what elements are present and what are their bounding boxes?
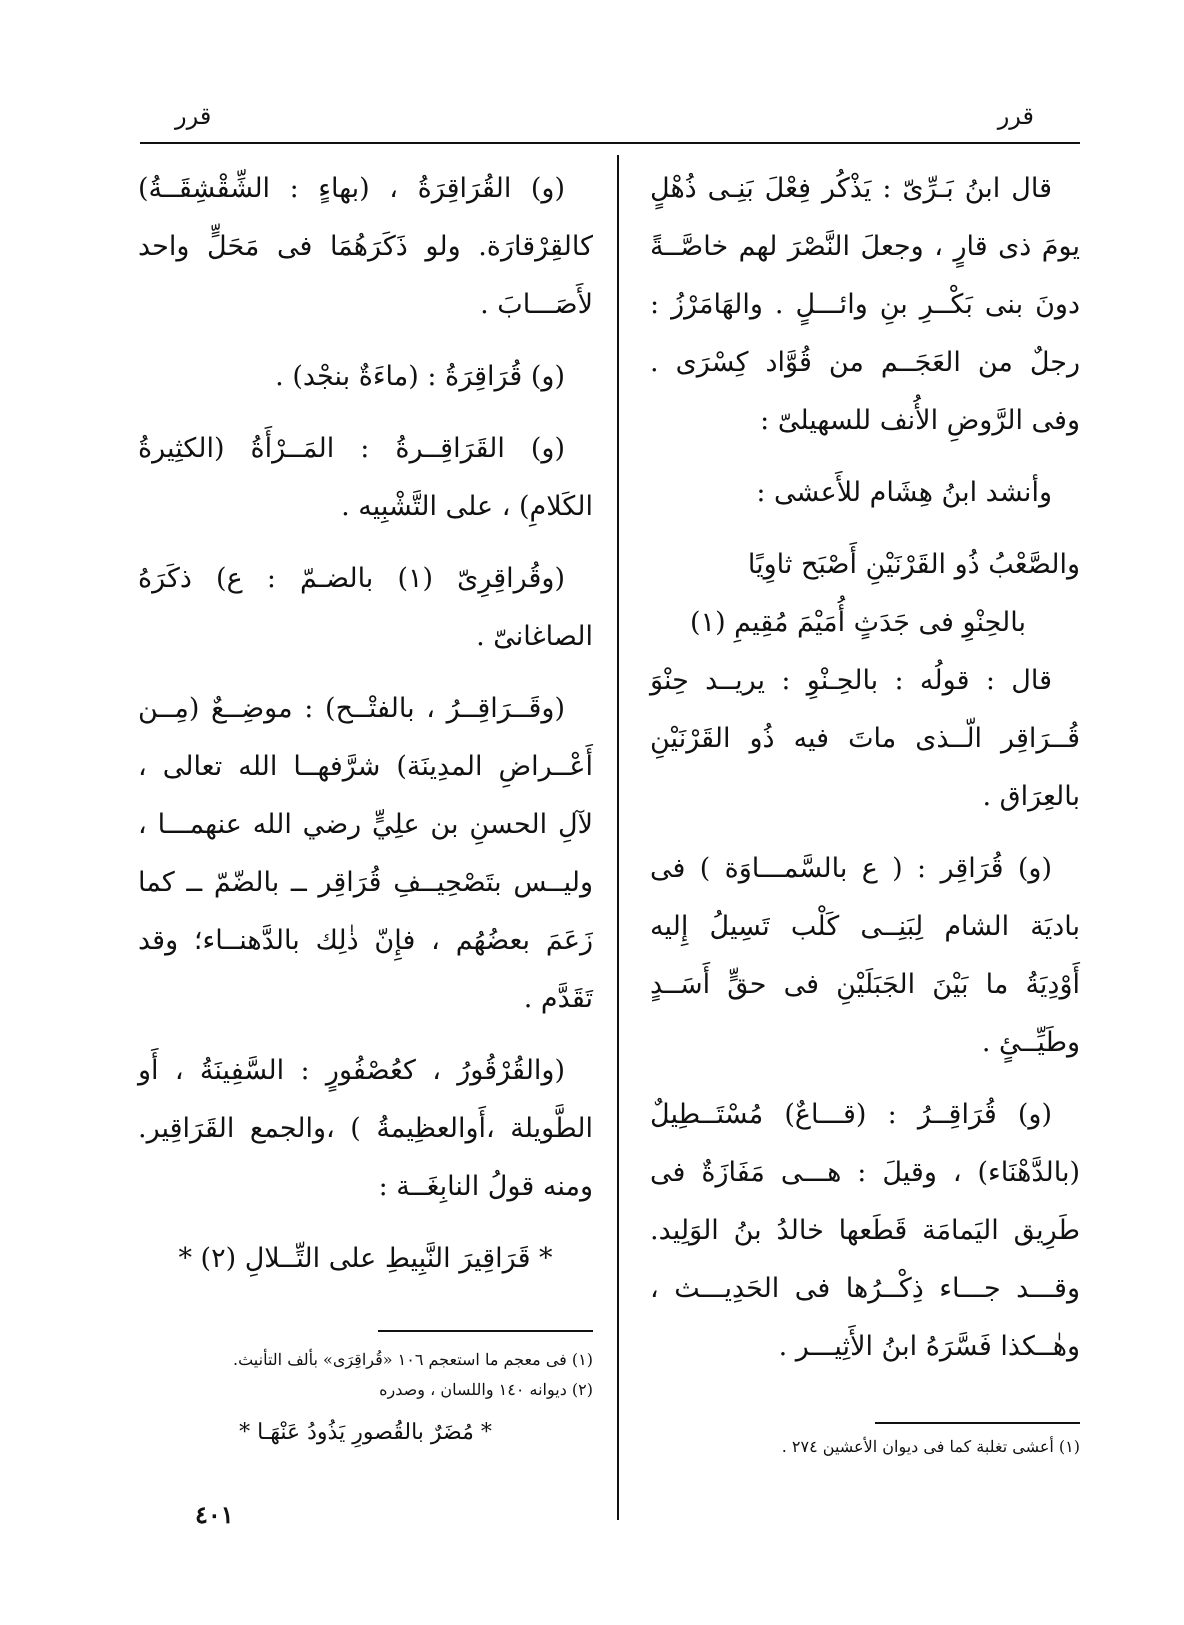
- right-paragraph-4: (و) قُرَاقِر : ( ع بالسَّمـــاوَة ) فى باديَة الشام لِبَنِــى كَلْب تَسِيلُ إِليه أَوْدِيَةُ ما بَيْنَ الجَبَلَيْنِ فى حقٍّ أَسَــدٍ وطَيِّــئٍ .: [650, 853, 1080, 1058]
- footnotes-right: [650, 1432, 1080, 1462]
- right-paragraph-3: قال : قولُه : بالحِـنْوِ : يريــد حِنْوَ قُــرَاقِر الّــذى ماتَ فيه ذُو القَرْنَيْنِ بالعِرَاق .: [650, 665, 1080, 812]
- right-column: [650, 160, 1080, 1390]
- left-verse: * قَرَاقِيرَ النَّبِيطِ على التِّــلالِ (٢) *: [178, 1243, 553, 1274]
- header-rule: [140, 142, 1080, 144]
- footnote-left-2: (٢) ديوانه ١٤٠ واللسان ، وصدره: [379, 1380, 593, 1399]
- right-paragraph-5: (و) قُرَاقِــرُ : (قـــاعٌ) مُسْتَــطِيلٌ (بالدَّهْنَاء) ، وقيلَ : هـــى مَفَازَةٌ فى طَرِيق اليَمامَة قَطَعها خالدُ بنُ الوَلِيد. وقـــد جـــاء ذِكْــرُها فى الحَدِيـــث ، وهٰــكذا فَسَّرَهُ ابنُ الأَثِيـــر .: [650, 1099, 1080, 1362]
- footnote-rule-left: [378, 1330, 593, 1332]
- running-head-left: قرر: [175, 102, 212, 130]
- running-head-right: قرر: [997, 102, 1034, 130]
- verse-line-1: والصَّعْبُ ذُو القَرْنَيْنِ أَصْبَح ثاوِيًا: [747, 549, 1080, 580]
- right-paragraph-1: قال ابنُ بَـرِّىّ : يَذْكُر فِعْلَ بَنِـى ذُهْلٍ يومَ ذى قارٍ ، وجعلَ النَّصْرَ لهم خاصَّــةً دونَ بنى بَكْــرِ بنِ وائـــلٍ . والهَامَرْزُ : رجلٌ من العَجَــم من قُوَّاد كِسْرَى . وفى الرَّوضِ الأُنف للسهيلىّ :: [650, 173, 1080, 436]
- right-paragraph-2: وأنشد ابنُ هِشَام للأَعشى :: [756, 477, 1052, 508]
- footnote-right-1: (١) أعشى تغلبة كما فى ديوان الأعشين ٢٧٤ .: [781, 1437, 1080, 1456]
- left-column: [138, 160, 593, 1288]
- footnotes-left: [138, 1345, 593, 1405]
- left-paragraph-1: (و) القُرَاقِرَةُ ، (بهاءٍ : الشِّقْشِقَــةُ) كالقِرْقارَة. ولو ذَكَرَهُمَا فى مَحَلٍّ واحد لأَصَـــابَ .: [138, 173, 593, 320]
- left-paragraph-6: (والقُرْقُورُ ، كعُصْفُورٍ : السَّفِينَةُ ، أَو الطَّويلة ،أَوالعظِيمةُ ) ،والجمع القَرَاقِير. ومنه قولُ النابِغَــة :: [138, 1055, 593, 1202]
- left-paragraph-4: (وقُراقِرِىّ (١) بالضـمّ : ع) ذكَرَهُ الصاغانىّ .: [138, 563, 593, 652]
- column-divider: [617, 155, 619, 1520]
- page-number: ٤٠١: [195, 1500, 234, 1529]
- left-paragraph-2: (و) قُرَاقِرَةُ : (ماءَةٌ بنجْد) .: [275, 361, 565, 392]
- footnote-rule-right: [875, 1422, 1080, 1424]
- footnote-left-1: (١) فى معجم ما استعجم ١٠٦ «قُراقِرَى» بألف التأنيث.: [233, 1350, 593, 1369]
- left-paragraph-5: (وقَــرَاقِــرُ ، بالفتْــح) : موضِــعٌ (مِــن أَعْــراضِ المدِينَة) شرَّفهــا الله تعالى ، لآلِ الحسنِ بن علِيٍّ رضي الله عنهمـــا ، وليــس بتَصْحِيــفِ قُرَاقِر ــ بالضّمّ ــ كما زَعَمَ بعضُهُم ، فإِنّ ذٰلِك بالدَّهنــاء؛ وقد تَقَدَّم .: [138, 693, 593, 1014]
- verse-line-2: بالحِنْوِ فى جَدَثٍ أُمَيْمَ مُقِيمِ (١): [690, 607, 1027, 638]
- left-paragraph-3: (و) القَرَاقِــرةُ : المَــرْأَةُ (الكثِيرةُ الكَلامِ) ، على التَّشْبِيه .: [138, 433, 593, 522]
- footnote-verse: * مُضَرٌ بالقُصورِ يَذُودُ عَنْهَـا *: [239, 1420, 492, 1445]
